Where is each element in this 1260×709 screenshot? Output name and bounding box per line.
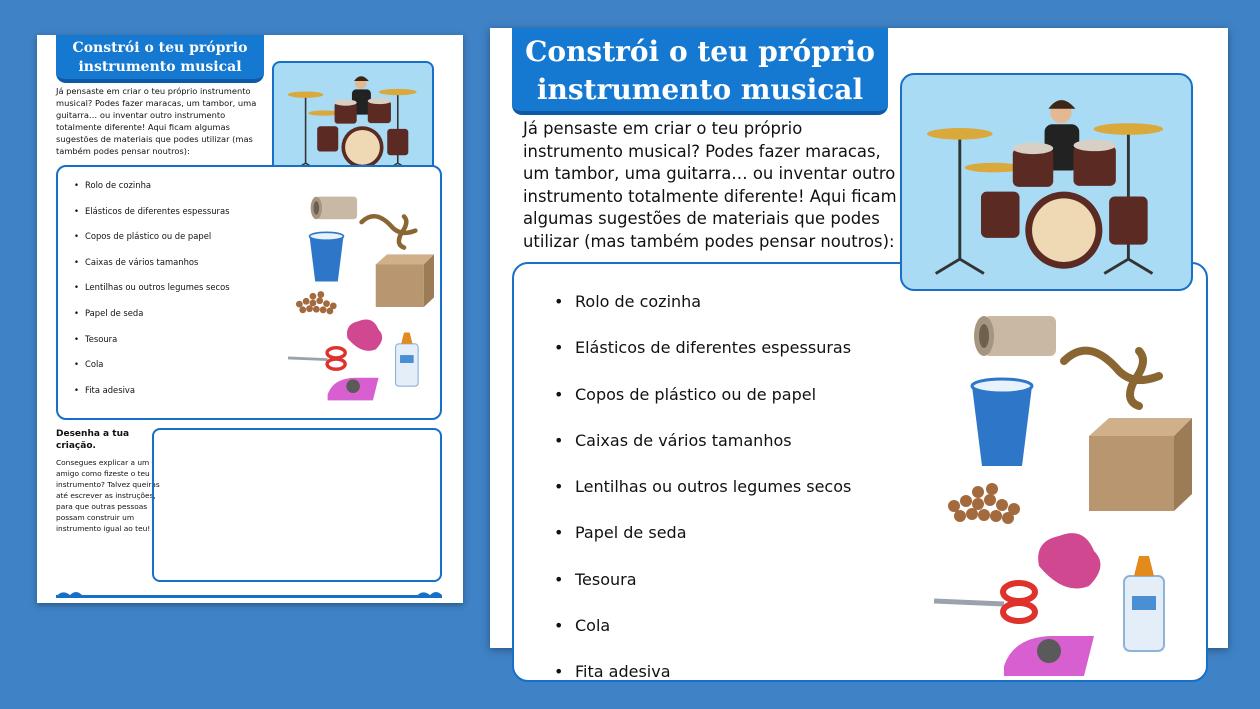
draw-description: Consegues explicar a um amigo como fizeste o teu instrumento? Talvez queiras até escrever as instruções, para que outras pessoas possam construir um instrumento igual ao teu!	[56, 458, 160, 533]
plastic-cup-icon	[310, 232, 344, 281]
paper-roll-icon	[974, 316, 1056, 356]
list-item: • Cola	[554, 616, 851, 662]
worksheet-page-zoomed	[490, 28, 1228, 682]
glue-bottle-icon	[396, 332, 419, 386]
drum-kit-icon	[274, 63, 432, 179]
tape-dispenser-icon	[328, 378, 379, 401]
scissors-icon	[934, 583, 1035, 621]
materials-list	[74, 180, 230, 410]
list-item: • Elásticos de diferentes espessuras	[554, 338, 851, 384]
draw-instructions	[56, 428, 166, 534]
tissue-paper-icon	[1038, 533, 1100, 588]
list-item: • Papel de seda	[74, 308, 230, 334]
list-item: • Tesoura	[554, 570, 851, 616]
drummer-image	[900, 73, 1193, 291]
plastic-cup-icon	[972, 379, 1032, 466]
materials-list	[554, 292, 851, 709]
materials-box	[512, 262, 1208, 682]
rubber-bands-icon	[1064, 351, 1159, 406]
list-item: • Rolo de cozinha	[74, 180, 230, 206]
drawing-area[interactable]	[152, 428, 442, 582]
lentils-icon	[296, 291, 337, 314]
rubber-bands-icon	[362, 216, 416, 247]
list-item: • Papel de seda	[554, 523, 851, 569]
cardboard-box-icon	[1089, 418, 1192, 511]
intro-paragraph: Já pensaste em criar o teu próprio instrumento musical? Podes fazer maracas, um tambor, uma guitarra… ou inventar outro instrumento totalmente diferente! Aqui ficam algumas sugestões de materiais que podes utilizar (mas também podes pensar noutros):	[523, 119, 897, 251]
list-item: • Copos de plástico ou de papel	[74, 231, 230, 257]
list-item: • Caixas de vários tamanhos	[74, 257, 230, 283]
scissors-icon	[288, 348, 345, 370]
tape-dispenser-icon	[1004, 636, 1094, 676]
materials-illustration	[934, 306, 1199, 686]
drummer-image	[272, 61, 434, 181]
cardboard-box-icon	[376, 254, 434, 307]
materials-box	[56, 165, 442, 420]
intro-paragraph: Já pensaste em criar o teu próprio instrumento musical? Podes fazer maracas, um tambor, uma guitarra… ou inventar outro instrumento totalmente diferente! Aqui ficam algumas sugestões de materiais que podes utilizar (mas também podes pensar noutros):	[56, 86, 257, 156]
list-item: • Fita adesiva	[554, 662, 851, 708]
list-item: • Cola	[74, 359, 230, 385]
glue-bottle-icon	[1124, 556, 1164, 651]
list-item: • Elásticos de diferentes espessuras	[74, 206, 230, 232]
worksheet-title: Constrói o teu próprio instrumento musical	[56, 35, 264, 83]
paper-roll-icon	[311, 197, 357, 220]
lentils-icon	[948, 483, 1020, 524]
list-item: • Caixas de vários tamanhos	[554, 431, 851, 477]
materials-illustration	[288, 191, 438, 406]
list-item: • Copos de plástico ou de papel	[554, 385, 851, 431]
worksheet-title: Constrói o teu próprio instrumento musical	[512, 28, 888, 115]
list-item: • Tesoura	[74, 334, 230, 360]
worksheet-page-thumbnail	[37, 35, 463, 603]
tissue-paper-icon	[347, 320, 382, 351]
list-item: • Lentilhas ou outros legumes secos	[74, 282, 230, 308]
list-item: • Lentilhas ou outros legumes secos	[554, 477, 851, 523]
list-item: • Rolo de cozinha	[554, 292, 851, 338]
list-item: • Fita adesiva	[74, 385, 230, 411]
footer-decoration	[56, 591, 442, 599]
drum-kit-icon	[902, 75, 1191, 289]
draw-title: Desenha a tua criação.	[56, 429, 130, 451]
